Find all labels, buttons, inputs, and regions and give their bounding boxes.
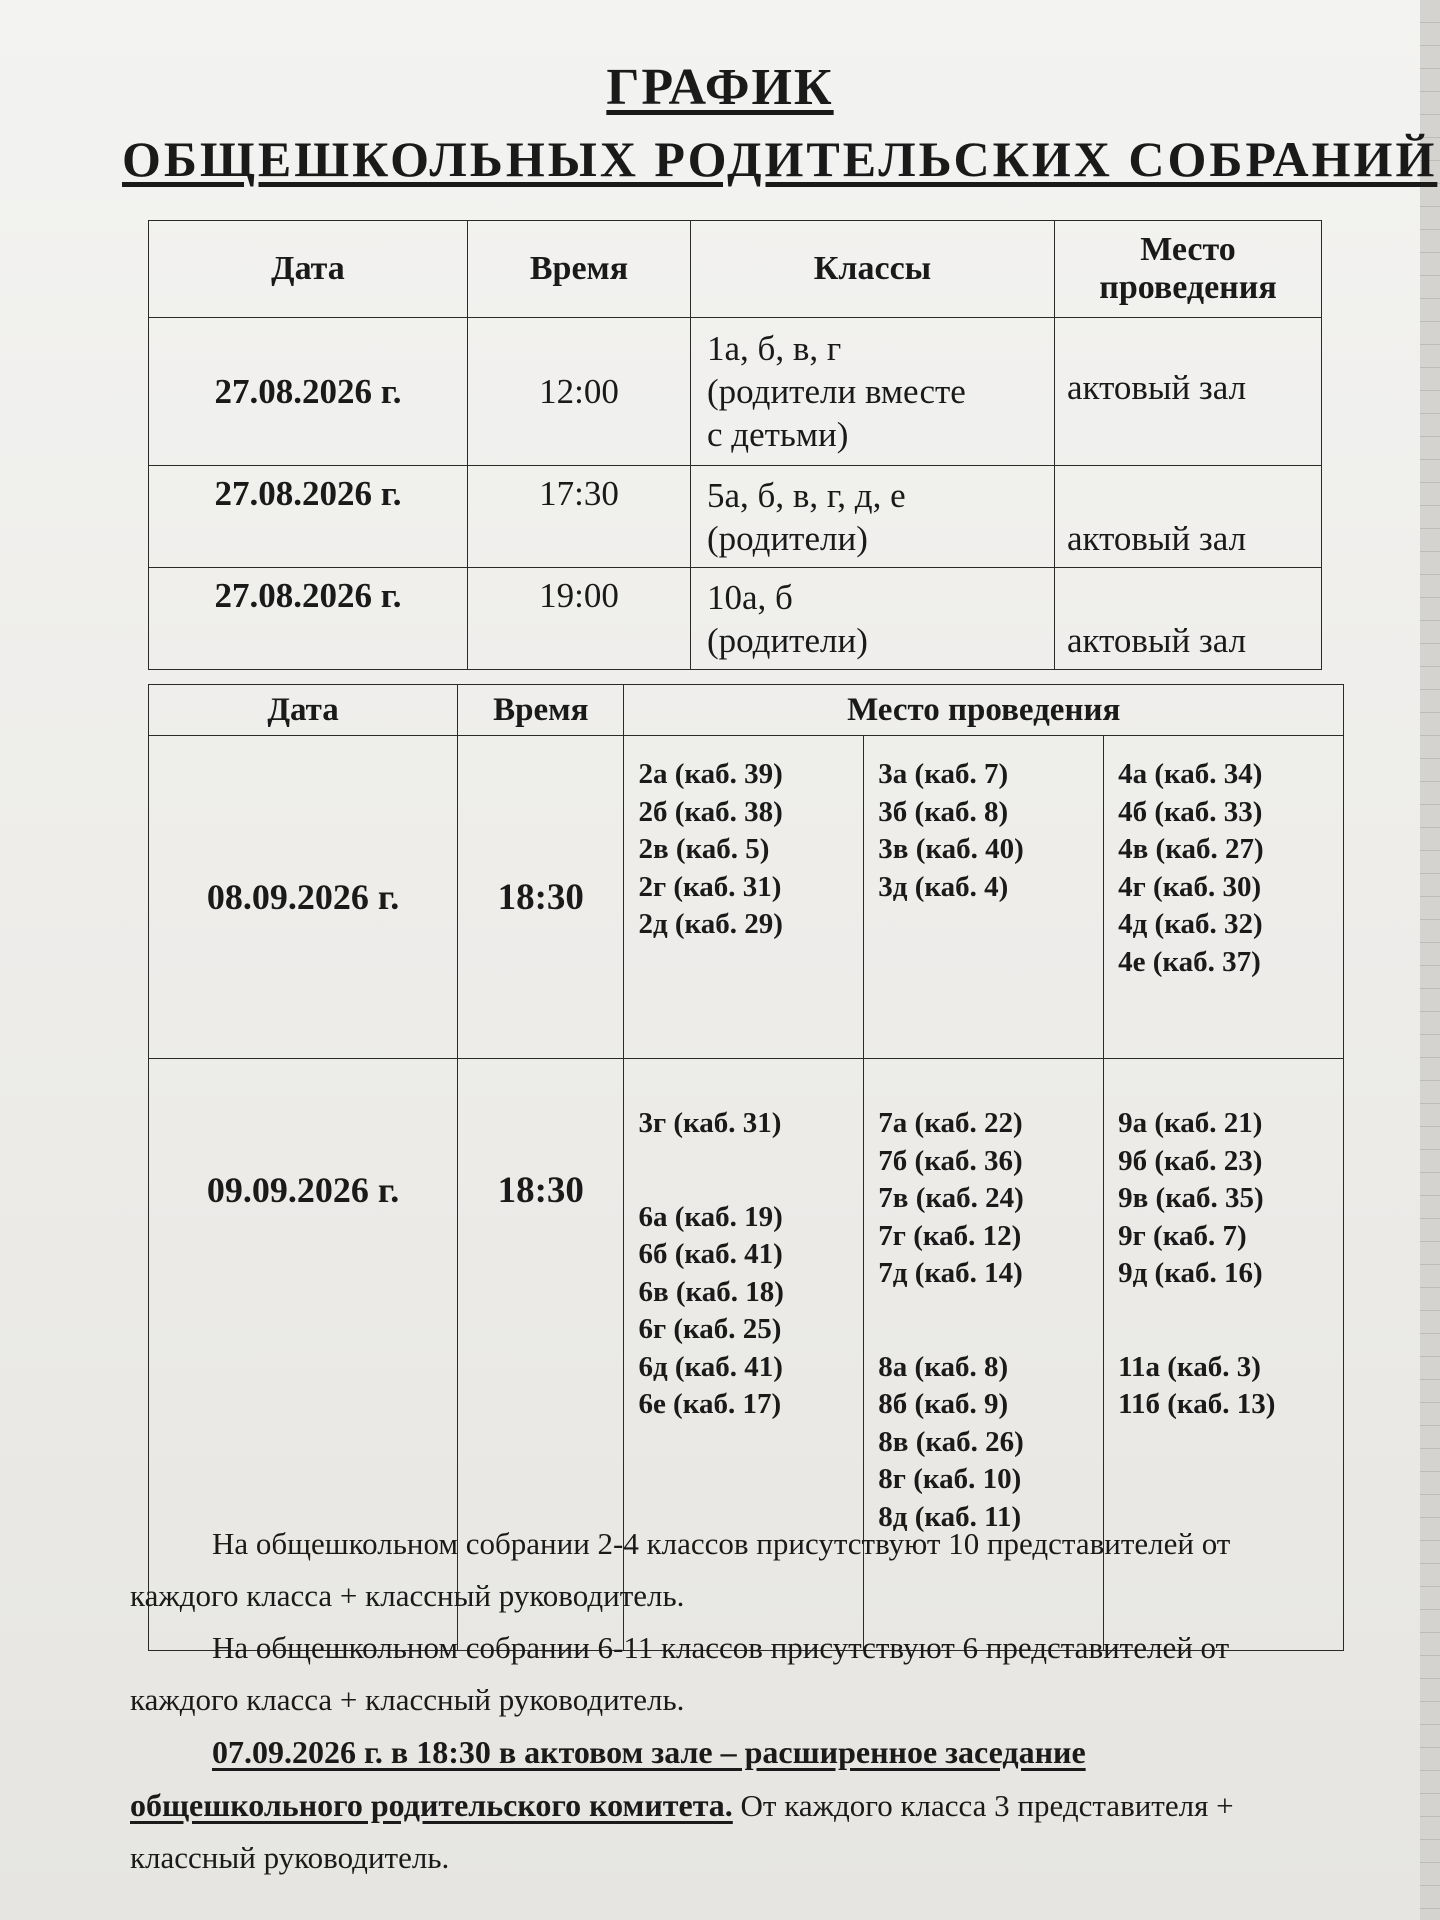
schedule-table-august	[148, 220, 1322, 670]
header-time: Время	[468, 221, 691, 318]
list-item: 4д (каб. 32)	[1118, 908, 1263, 940]
class-line: 5а, б, в, г, д, е	[707, 475, 906, 515]
row-classes	[691, 568, 1055, 670]
row-date: 27.08.2026 г.	[149, 568, 468, 670]
class-line: 1а, б, в, г	[707, 329, 842, 368]
row-classes	[691, 318, 1055, 466]
list-item: 3д (каб. 4)	[878, 870, 1009, 903]
list-item: 2а (каб. 39)	[638, 758, 783, 790]
row-time: 19:00	[468, 568, 691, 670]
table-header-row	[149, 685, 1344, 736]
list-item: 4б (каб. 33)	[1118, 795, 1263, 828]
list-item: 6а (каб. 19)	[638, 1200, 783, 1233]
list-gap	[878, 1295, 1103, 1351]
list-item: 4е (каб. 37)	[1118, 945, 1261, 978]
row-date: 27.08.2026 г.	[149, 466, 468, 568]
list-item: 2в (каб. 5)	[638, 833, 770, 865]
committee-meeting-text: 07.09.2026 г. в 18:30 в актовом зале – расширенное заседание общешкольного родительского комитета.	[130, 1734, 1086, 1823]
list-item: 8г (каб. 10)	[878, 1463, 1022, 1495]
header-time: Время	[458, 685, 624, 736]
list-item: 3а (каб. 7)	[878, 758, 1009, 790]
list-item: 11а (каб. 3)	[1118, 1350, 1261, 1383]
list-item: 8д (каб. 11)	[878, 1500, 1022, 1533]
class-line: (родители вместе	[707, 372, 966, 411]
row-date: 09.09.2026 г.	[149, 1059, 458, 1651]
room-list	[624, 736, 864, 1059]
list-item: 7в (каб. 24)	[878, 1182, 1024, 1214]
table-header-row	[149, 221, 1322, 318]
list-item: 7д (каб. 14)	[878, 1257, 1023, 1289]
row-time: 18:30	[458, 1059, 624, 1651]
list-item: 9д (каб. 16)	[1118, 1257, 1263, 1289]
class-line: (родители)	[707, 518, 868, 558]
notes-section	[130, 1518, 1310, 1884]
header-date: Дата	[149, 685, 458, 736]
header-place: Место проведения	[1055, 221, 1322, 318]
list-item: 3г (каб. 31)	[638, 1107, 782, 1139]
note-paragraph: На общешкольном собрании 2-4 классов присутствуют 10 представителей от каждого класса + классный руководитель.	[130, 1526, 1231, 1613]
list-item: 9г (каб. 7)	[1118, 1219, 1247, 1252]
list-item: 8б (каб. 9)	[878, 1388, 1009, 1420]
table-row	[149, 466, 1322, 568]
header-date: Дата	[149, 221, 468, 318]
list-item: 2г (каб. 31)	[638, 870, 782, 903]
list-item: 2б (каб. 38)	[638, 795, 783, 828]
table-row	[149, 736, 1344, 1059]
note-paragraph: На общешкольном собрании 6-11 классов присутствуют 6 представителей от каждого класса + классный руководитель.	[130, 1630, 1230, 1717]
table-row	[149, 318, 1322, 466]
class-line: (родители)	[707, 620, 868, 660]
list-item: 4а (каб. 34)	[1118, 758, 1263, 790]
row-classes	[691, 466, 1055, 568]
row-date: 08.09.2026 г.	[149, 736, 458, 1059]
header-classes: Классы	[691, 221, 1055, 318]
list-item: 8а (каб. 8)	[878, 1350, 1009, 1383]
list-item: 11б (каб. 13)	[1118, 1388, 1276, 1420]
list-item: 2д (каб. 29)	[638, 908, 783, 940]
class-line: 10а, б	[707, 577, 793, 617]
class-line: с детьми)	[707, 415, 849, 454]
row-place: актовый зал	[1055, 318, 1322, 466]
page-title: ГРАФИК	[606, 59, 834, 116]
note-paragraph-committee	[130, 1726, 1310, 1884]
list-item: 9в (каб. 35)	[1118, 1182, 1264, 1214]
row-time: 17:30	[468, 466, 691, 568]
list-gap	[638, 1145, 863, 1201]
list-item: 7б (каб. 36)	[878, 1144, 1023, 1177]
row-place: актовый зал	[1055, 466, 1322, 568]
schedule-table-september	[148, 684, 1344, 1651]
list-item: 6в (каб. 18)	[638, 1275, 784, 1308]
room-list	[1104, 736, 1344, 1059]
list-item: 4в (каб. 27)	[1118, 833, 1264, 865]
list-item: 6б (каб. 41)	[638, 1238, 783, 1270]
room-list	[864, 736, 1104, 1059]
list-item: 6д (каб. 41)	[638, 1350, 783, 1383]
list-item: 8в (каб. 26)	[878, 1425, 1024, 1458]
list-item: 4г (каб. 30)	[1118, 870, 1262, 903]
list-item: 3б (каб. 8)	[878, 795, 1009, 828]
row-time: 18:30	[458, 736, 624, 1059]
list-item: 9а (каб. 21)	[1118, 1107, 1263, 1139]
list-item: 6е (каб. 17)	[638, 1388, 782, 1420]
row-time: 12:00	[468, 318, 691, 466]
list-item: 6г (каб. 25)	[638, 1313, 782, 1345]
list-item: 7г (каб. 12)	[878, 1219, 1022, 1252]
list-gap	[1118, 1295, 1343, 1351]
table-row	[149, 568, 1322, 670]
list-item: 3в (каб. 40)	[878, 833, 1024, 865]
row-place: актовый зал	[1055, 568, 1322, 670]
header-place: Место проведения	[624, 685, 1344, 736]
row-date: 27.08.2026 г.	[149, 318, 468, 466]
page-subtitle: ОБЩЕШКОЛЬНЫХ РОДИТЕЛЬСКИХ СОБРАНИЙ	[122, 131, 1438, 187]
notebook-edge	[1420, 0, 1440, 1920]
list-item: 7а (каб. 22)	[878, 1107, 1023, 1139]
committee-rest-text: От каждого класса 3 представителя + классный руководитель.	[130, 1788, 1234, 1875]
list-item: 9б (каб. 23)	[1118, 1144, 1263, 1177]
